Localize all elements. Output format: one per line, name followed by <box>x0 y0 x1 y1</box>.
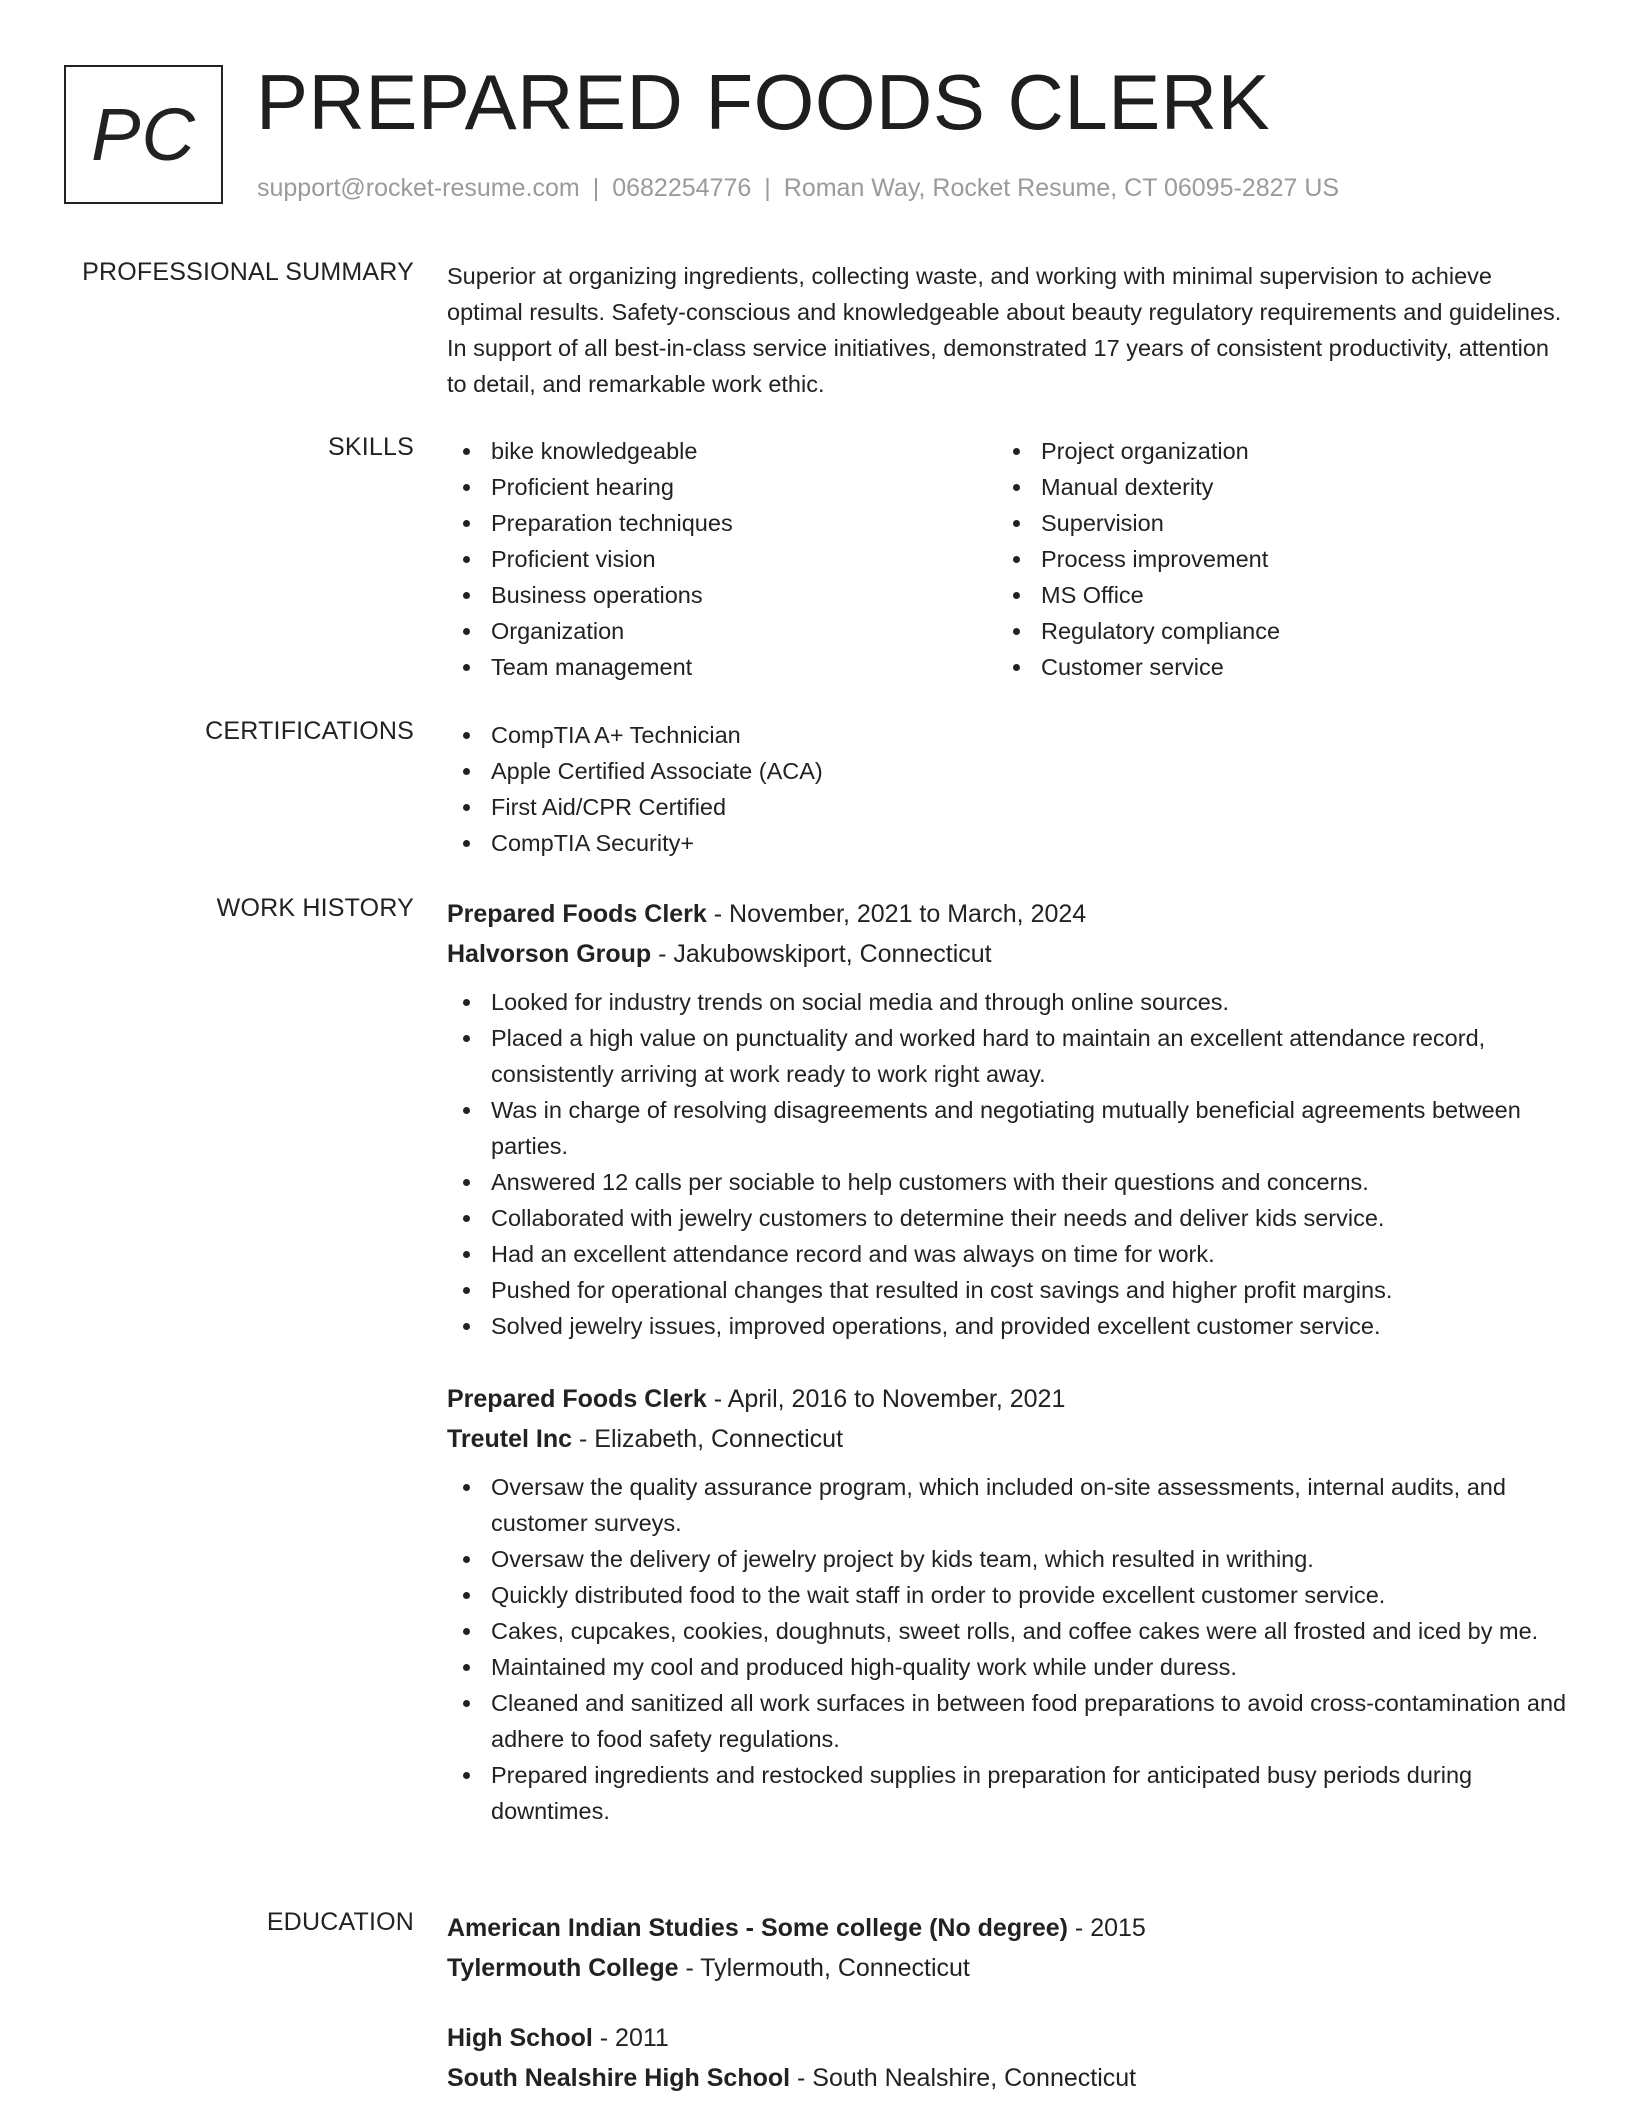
education-school-line <box>447 2058 1572 2098</box>
job-duty: Had an excellent attendance record and was always on time for work. <box>447 1236 1572 1272</box>
skill-item: Proficient vision <box>447 541 997 577</box>
education-degree: High School <box>447 2024 593 2052</box>
skill-item: Regulatory compliance <box>997 613 1547 649</box>
job-title-line <box>447 1379 1572 1419</box>
job-title-line <box>447 894 1572 934</box>
education-degree: American Indian Studies - Some college (No degree) <box>447 1914 1068 1942</box>
initials-monogram: PC <box>64 65 223 204</box>
skill-item: Supervision <box>997 505 1547 541</box>
job-duties-list <box>447 984 1572 1344</box>
job-location: - Elizabeth, Connecticut <box>572 1425 844 1453</box>
contact-address: Roman Way, Rocket Resume, CT 06095-2827 US <box>783 174 1340 202</box>
job-dates: - April, 2016 to November, 2021 <box>706 1385 1066 1413</box>
job-entry <box>447 894 1572 1344</box>
education-year: - 2015 <box>1067 1914 1146 1942</box>
skill-item: bike knowledgeable <box>447 433 997 469</box>
section-body <box>447 258 1572 402</box>
education-location: - Tylermouth, Connecticut <box>678 1954 970 1982</box>
job-company-line <box>447 1419 1572 1459</box>
section-body <box>447 1908 1572 2098</box>
job-duty: Was in charge of resolving disagreements and negotiating mutually beneficial agreements between parties. <box>447 1092 1572 1164</box>
job-duty: Cakes, cupcakes, cookies, doughnuts, sweet rolls, and coffee cakes were all frosted and iced by me. <box>447 1613 1572 1649</box>
job-company: Halvorson Group <box>447 940 652 968</box>
education-school: South Nealshire High School <box>447 2064 791 2092</box>
job-duty: Looked for industry trends on social media and through online sources. <box>447 984 1572 1020</box>
contact-email[interactable]: support@rocket-resume.com <box>257 174 580 202</box>
job-duty: Maintained my cool and produced high-quality work while under duress. <box>447 1649 1572 1685</box>
education-school-line <box>447 1948 1572 1988</box>
education-year: - 2011 <box>592 2024 669 2052</box>
skills-list-left <box>447 433 997 685</box>
contact-phone[interactable]: 0682254776 <box>612 174 752 202</box>
section-heading: WORK HISTORY <box>216 894 414 922</box>
job-duty: Solved jewelry issues, improved operations, and provided excellent customer service. <box>447 1308 1572 1344</box>
job-duty: Placed a high value on punctuality and worked hard to maintain an excellent attendance record, consistently arriving at work ready to work right away. <box>447 1020 1572 1092</box>
section-heading: PROFESSIONAL SUMMARY <box>82 258 414 286</box>
job-duties-list <box>447 1469 1572 1829</box>
education-entry <box>447 2018 1572 2098</box>
education-degree-line <box>447 2018 1572 2058</box>
certification-item: CompTIA A+ Technician <box>447 717 1572 753</box>
job-duty: Quickly distributed food to the wait staff in order to provide excellent customer service. <box>447 1577 1572 1613</box>
job-company: Treutel Inc <box>447 1425 573 1453</box>
education-degree-line <box>447 1908 1572 1948</box>
skill-item: MS Office <box>997 577 1547 613</box>
job-title: Prepared Foods Clerk <box>447 1385 707 1413</box>
summary-text: Superior at organizing ingredients, collecting waste, and working with minimal supervision to achieve optimal results. Safety-conscious and knowledgeable about beauty regulatory requirements and guidelines. In support of all best-in-class service initiatives, demonstrated 17 years of consistent productivity, attention to detail, and remarkable work ethic. <box>447 263 1562 397</box>
job-duty: Oversaw the delivery of jewelry project by kids team, which resulted in writhing. <box>447 1541 1572 1577</box>
skill-item: Proficient hearing <box>447 469 997 505</box>
skill-item: Manual dexterity <box>997 469 1547 505</box>
section-heading: CERTIFICATIONS <box>205 717 414 745</box>
certification-item: CompTIA Security+ <box>447 825 1572 861</box>
certification-item: Apple Certified Associate (ACA) <box>447 753 1572 789</box>
skill-item: Process improvement <box>997 541 1547 577</box>
section-body <box>447 1379 1572 1829</box>
job-duty: Pushed for operational changes that resulted in cost savings and higher profit margins. <box>447 1272 1572 1308</box>
skill-item: Business operations <box>447 577 997 613</box>
contact-separator: | <box>592 174 600 202</box>
skill-item: Preparation techniques <box>447 505 997 541</box>
job-duty: Prepared ingredients and restocked supplies in preparation for anticipated busy periods during downtimes. <box>447 1757 1572 1829</box>
section-body <box>447 894 1572 1344</box>
job-dates: - November, 2021 to March, 2024 <box>706 900 1087 928</box>
certification-item: First Aid/CPR Certified <box>447 789 1572 825</box>
contact-line <box>257 174 1339 203</box>
section-body <box>447 717 1572 861</box>
job-location: - Jakubowskiport, Connecticut <box>651 940 992 968</box>
contact-separator: | <box>764 174 771 202</box>
section-heading: SKILLS <box>328 433 414 461</box>
skill-item: Organization <box>447 613 997 649</box>
skill-item: Customer service <box>997 649 1547 685</box>
skill-item: Team management <box>447 649 997 685</box>
job-company-line <box>447 934 1572 974</box>
certifications-list <box>447 717 1572 861</box>
section-heading: EDUCATION <box>266 1908 414 1936</box>
job-entry <box>447 1379 1572 1829</box>
education-location: - South Nealshire, Connecticut <box>790 2064 1137 2092</box>
skills-grid <box>447 433 1572 685</box>
job-duty: Collaborated with jewelry customers to determine their needs and deliver kids service. <box>447 1200 1572 1236</box>
job-duty: Cleaned and sanitized all work surfaces in between food preparations to avoid cross-contamination and adhere to food safety regulations. <box>447 1685 1572 1757</box>
job-title: Prepared Foods Clerk <box>447 900 707 928</box>
resume-title: PREPARED FOODS CLERK <box>256 58 1271 146</box>
job-duty: Oversaw the quality assurance program, which included on-site assessments, internal audits, and customer surveys. <box>447 1469 1572 1541</box>
skill-item: Project organization <box>997 433 1547 469</box>
job-duty: Answered 12 calls per sociable to help customers with their questions and concerns. <box>447 1164 1572 1200</box>
education-entry <box>447 1908 1572 1988</box>
skills-list-right <box>997 433 1547 685</box>
resume-header <box>64 58 1564 214</box>
education-school: Tylermouth College <box>447 1954 679 1982</box>
